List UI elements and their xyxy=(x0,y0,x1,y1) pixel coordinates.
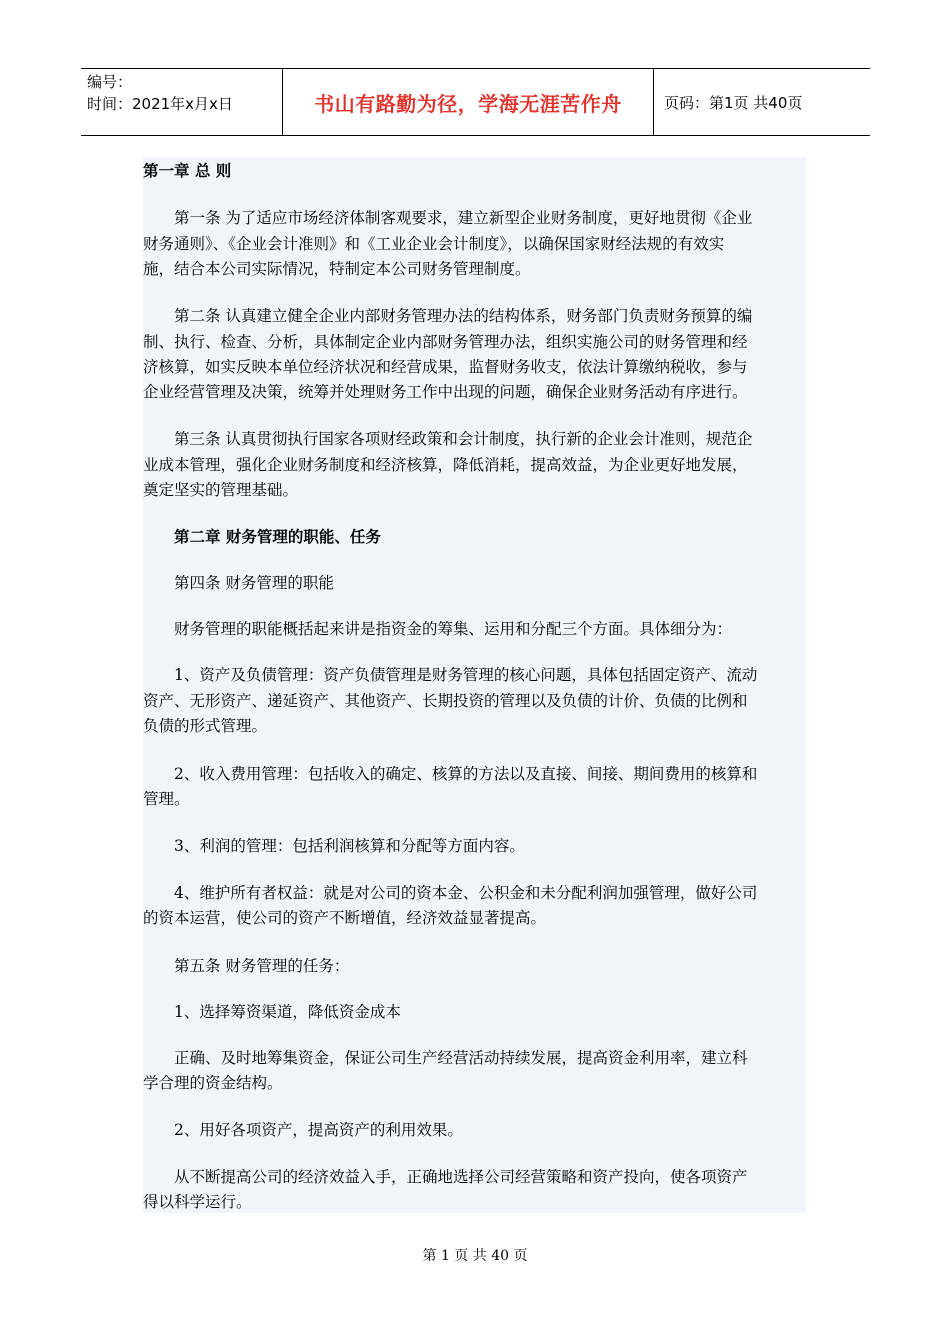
header-motto xyxy=(282,69,654,135)
paragraph-line: 管理。 xyxy=(143,790,190,808)
section-heading: 第四条 财务管理的职能 xyxy=(143,574,334,592)
paragraph-line: 第一条 为了适应市场经济体制客观要求，建立新型企业财务制度，更好地贯彻《企业 xyxy=(143,209,753,227)
paragraph-line: 企业经营管理及决策，统筹并处理财务工作中出现的问题，确保企业财务活动有序进行。 xyxy=(143,383,748,401)
paragraph-line: 施，结合本公司实际情况，特制定本公司财务管理制度。 xyxy=(143,260,531,278)
paragraph-line: 资产、无形资产、递延资产、其他资产、长期投资的管理以及负债的计价、负债的比例和 xyxy=(143,692,748,710)
paragraph-line: 制、执行、检查、分析，具体制定企业内部财务管理办法，组织实施公司的财务管理和经 xyxy=(143,333,748,351)
paragraph-line: 财务管理的职能概括起来讲是指资金的筹集、运用和分配三个方面。具体细分为： xyxy=(143,620,733,638)
paragraph-line: 3、利润的管理：包括利润核算和分配等方面内容。 xyxy=(143,837,525,855)
paragraph-line: 财务通则》、《企业会计准则》和《工业企业会计制度》，以确保国家财经法规的有效实 xyxy=(143,235,725,253)
document-number-label: 编号： xyxy=(87,73,133,91)
motto-text: 书山有路勤为径，学海无涯苦作舟 xyxy=(314,91,622,116)
paragraph-line: 的资本运营，使公司的资产不断增值，经济效益显著提高。 xyxy=(143,909,547,927)
page-footer: 第 1 页 共 40 页 xyxy=(422,1248,528,1264)
paragraph-line: 第三条 认真贯彻执行国家各项财经政策和会计制度，执行新的企业会计准则，规范企 xyxy=(143,430,753,448)
document-date: 时间：2021年x月x日 xyxy=(87,95,233,113)
paragraph-line: 1、选择筹资渠道，降低资金成本 xyxy=(143,1003,401,1021)
chapter-heading: 第一章 总 则 xyxy=(143,161,232,180)
header-table xyxy=(81,68,870,136)
paragraph-line: 济核算，如实反映本单位经济状况和经营成果，监督财务收支，依法计算缴纳税收，参与 xyxy=(143,358,748,376)
paragraph-line: 1、资产及负债管理：资产负债管理是财务管理的核心问题，具体包括固定资产、流动 xyxy=(143,666,758,684)
paragraph-line: 第二条 认真建立健全企业内部财务管理办法的结构体系，财务部门负责财务预算的编 xyxy=(143,307,753,325)
section-heading: 第五条 财务管理的任务： xyxy=(143,957,350,975)
paragraph-line: 学合理的资金结构。 xyxy=(143,1074,283,1092)
header-meta xyxy=(81,69,282,135)
paragraph-line: 负债的形式管理。 xyxy=(143,717,268,735)
paragraph-line: 从不断提高公司的经济效益入手，正确地选择公司经营策略和资产投向，使各项资产 xyxy=(143,1168,748,1186)
paragraph-line: 2、用好各项资产，提高资产的利用效果。 xyxy=(143,1121,463,1139)
page-info-text: 页码：第1页 共40页 xyxy=(664,93,803,112)
paragraph-line: 4、维护所有者权益：就是对公司的资本金、公积金和未分配利润加强管理，做好公司 xyxy=(143,884,758,902)
paragraph-line: 正确、及时地筹集资金，保证公司生产经营活动持续发展，提高资金利用率，建立科 xyxy=(143,1049,748,1067)
header-page-info xyxy=(654,69,870,135)
paragraph-line: 业成本管理，强化企业财务制度和经济核算，降低消耗，提高效益，为企业更好地发展， xyxy=(143,456,748,474)
chapter-heading: 第二章 财务管理的职能、任务 xyxy=(143,527,381,546)
paragraph-line: 得以科学运行。 xyxy=(143,1193,252,1211)
paragraph-line: 奠定坚实的管理基础。 xyxy=(143,481,299,499)
paragraph-line: 2、收入费用管理：包括收入的确定、核算的方法以及直接、间接、期间费用的核算和 xyxy=(143,765,758,783)
